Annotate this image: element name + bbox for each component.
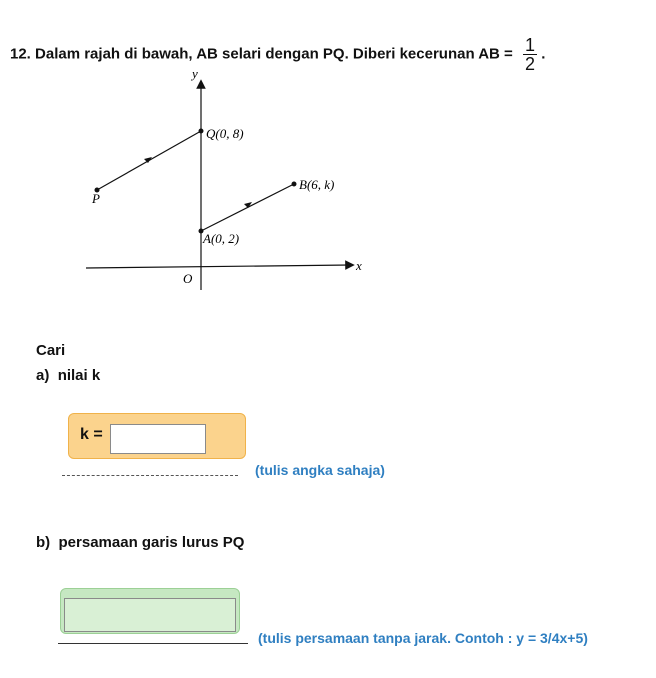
k-input[interactable] [110, 424, 206, 454]
part-b-label: b) [36, 534, 51, 551]
gradient-end: . [541, 45, 546, 63]
cari-label: Cari [36, 342, 66, 359]
k-label: k = [80, 426, 103, 443]
x-axis-label: x [356, 258, 362, 273]
pq-hint: (tulis persamaan tanpa jarak. Contoh : y = 3/4x+5) [258, 630, 588, 646]
part-a-label: a) [36, 367, 50, 384]
gradient-fraction [523, 36, 537, 73]
coordinate-graph [80, 60, 380, 300]
point-p-label: P [92, 191, 100, 206]
x-axis-line [86, 265, 350, 268]
point-b-dot [292, 182, 297, 187]
gradient-denominator: 2 [525, 54, 536, 74]
k-hint: (tulis angka sahaja) [255, 462, 385, 478]
pq-input[interactable] [64, 598, 236, 632]
pq-answer-line [58, 643, 248, 644]
part-a-heading [36, 367, 100, 384]
question-number: 12. [10, 45, 31, 63]
point-a-label: A(0, 2) [203, 231, 240, 246]
point-q-label: Q(0, 8) [206, 126, 244, 141]
y-axis-label: y [192, 66, 198, 81]
origin-label: O [183, 271, 193, 286]
question-text: Dalam rajah di bawah, AB selari dengan PQ. Diberi kecerunan AB = [35, 45, 513, 63]
k-dashed-line [62, 475, 238, 476]
part-b-text: persamaan garis lurus PQ [58, 534, 245, 551]
point-b-label: B(6, k) [299, 177, 335, 192]
part-b-heading [36, 534, 244, 551]
part-a-text: nilai k [57, 367, 101, 384]
ab-direction-arrow [244, 202, 252, 208]
gradient-numerator: 1 [525, 35, 536, 55]
point-q-dot [199, 129, 204, 134]
